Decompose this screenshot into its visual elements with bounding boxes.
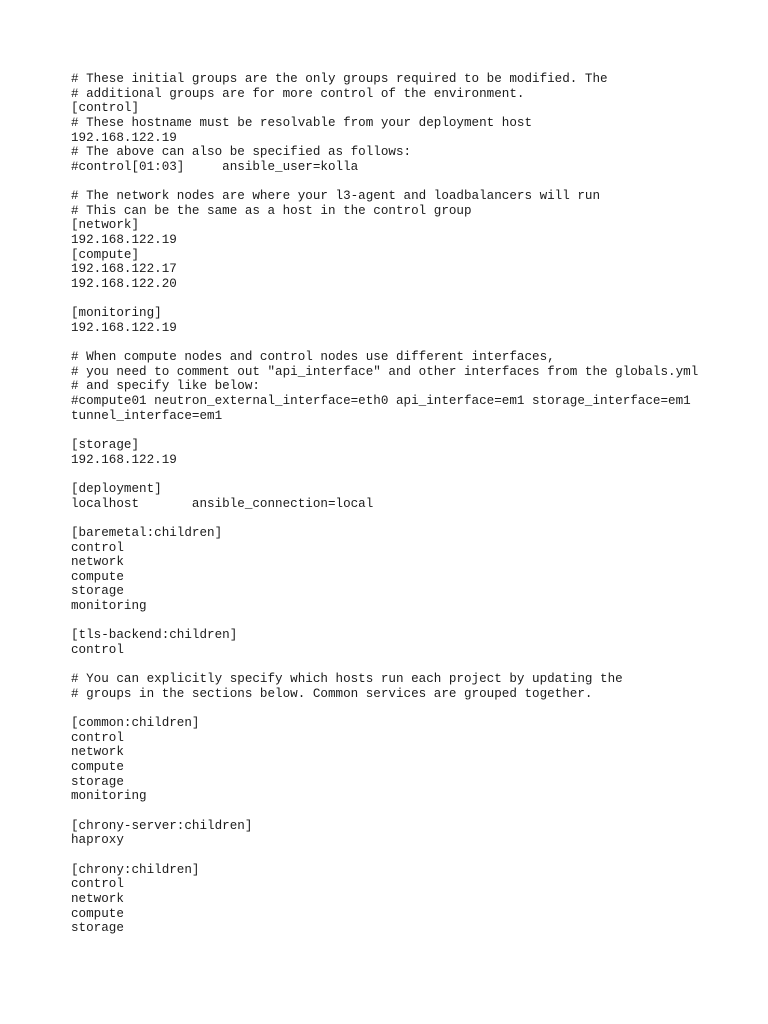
text-line: control: [71, 642, 124, 657]
blank-line: [71, 658, 758, 673]
blank-line: [71, 702, 758, 717]
text-line: [chrony:children]: [71, 862, 200, 877]
text-line: storage: [71, 921, 124, 936]
text-line: # you need to comment out "api_interface" and other interfaces from the globals.yml: [71, 364, 699, 379]
text-line: # and specify like below:: [71, 379, 260, 394]
text-line: compute: [71, 569, 124, 584]
text-line: compute: [71, 906, 124, 921]
text-line: compute: [71, 760, 124, 775]
text-line: #control[01:03] ansible_user=kolla: [71, 159, 359, 174]
text-line: # These hostname must be resolvable from your deployment host: [71, 115, 533, 130]
text-line: # additional groups are for more control of the environment.: [71, 86, 525, 101]
text-line: [storage]: [71, 438, 140, 453]
blank-line: [71, 848, 758, 863]
text-line: [control]: [71, 101, 140, 116]
text-line: [monitoring]: [71, 306, 162, 321]
text-line: network: [71, 745, 124, 760]
blank-line: [71, 423, 758, 438]
text-line: control: [71, 540, 124, 555]
blank-line: [71, 174, 758, 189]
text-line: # These initial groups are the only groups required to be modified. The: [71, 72, 608, 86]
text-line: storage: [71, 774, 124, 789]
text-line: [network]: [71, 218, 140, 233]
text-line: # The network nodes are where your l3-agent and loadbalancers will run: [71, 189, 601, 204]
text-line: haproxy: [71, 833, 124, 848]
blank-line: [71, 467, 758, 482]
text-line: network: [71, 891, 124, 906]
text-line: #compute01 neutron_external_interface=eth0 api_interface=em1 storage_interface=em1: [71, 394, 691, 409]
text-line: # The above can also be specified as follows:: [71, 145, 412, 160]
text-line: storage: [71, 584, 124, 599]
blank-line: [71, 336, 758, 351]
text-line: 192.168.122.20: [71, 276, 177, 291]
text-line: [deployment]: [71, 481, 162, 496]
text-line: 192.168.122.19: [71, 130, 177, 145]
text-line: control: [71, 730, 124, 745]
text-line: 192.168.122.19: [71, 320, 177, 335]
text-line: # When compute nodes and control nodes use different interfaces,: [71, 350, 555, 365]
text-line: [compute]: [71, 247, 140, 262]
text-line: [baremetal:children]: [71, 525, 223, 540]
text-line: localhost ansible_connection=local: [71, 496, 374, 511]
text-line: control: [71, 877, 124, 892]
text-line: # groups in the sections below. Common services are grouped together.: [71, 686, 593, 701]
text-line: 192.168.122.19: [71, 452, 177, 467]
inventory-document: [71, 72, 758, 936]
blank-line: [71, 511, 758, 526]
text-line: monitoring: [71, 789, 147, 804]
text-line: [common:children]: [71, 716, 200, 731]
text-line: monitoring: [71, 599, 147, 614]
text-line: # You can explicitly specify which hosts run each project by updating the: [71, 672, 623, 687]
text-line: # This can be the same as a host in the control group: [71, 203, 472, 218]
text-line: network: [71, 555, 124, 570]
blank-line: [71, 292, 758, 307]
text-line: [tls-backend:children]: [71, 628, 238, 643]
text-line: [chrony-server:children]: [71, 818, 253, 833]
blank-line: [71, 614, 758, 629]
blank-line: [71, 804, 758, 819]
text-line: 192.168.122.17: [71, 262, 177, 277]
text-line: tunnel_interface=em1: [71, 408, 223, 423]
text-line: 192.168.122.19: [71, 233, 177, 248]
